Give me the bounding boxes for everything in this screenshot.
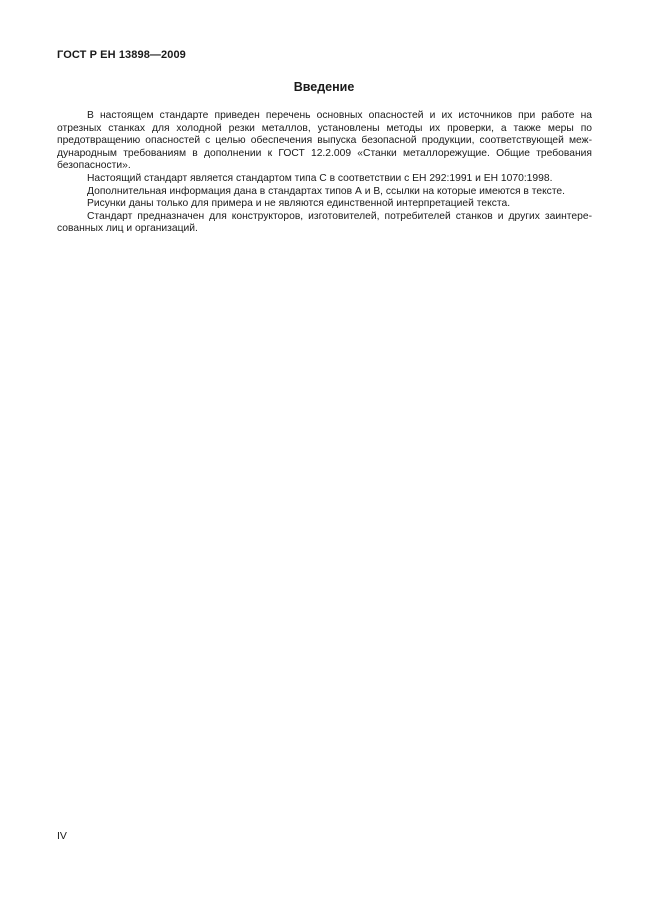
paragraph-additional-info: Дополнительная информация дана в стандартах типов А и В, ссылки на которые имеются в тексте. xyxy=(87,185,566,197)
introduction-body xyxy=(57,110,592,236)
document-code-header: ГОСТ Р ЕН 13898—2009 xyxy=(57,49,186,61)
section-title-text: Введение xyxy=(293,80,355,94)
paragraph-scope: В настоящем стандарте приведен перечень основных опасностей и их источников при работе на отрезных станках для холодной резки металлов, установлены методы их проверки, а также меры по предотвращению опасностей с целью обеспечения выпуска безопасной продукции, соответствующей международным требованиям в дополнении к ГОСТ 12.2.009 «Станки металлорежущие. Общие требования безопасности». xyxy=(57,110,592,172)
paragraph-audience: Стандарт предназначен для конструкторов, изготовителей, потребителей станков и других заинтересованных лиц и организаций. xyxy=(57,210,592,235)
page-number: IV xyxy=(57,830,67,842)
paragraph-figures-note: Рисунки даны только для примера и не являются единственной интерпретацией текста. xyxy=(87,198,511,210)
section-title xyxy=(0,80,646,94)
paragraph-standard-type: Настоящий стандарт является стандартом типа С в соответствии с ЕН 292:1991 и ЕН 1070:1998. xyxy=(87,172,553,184)
